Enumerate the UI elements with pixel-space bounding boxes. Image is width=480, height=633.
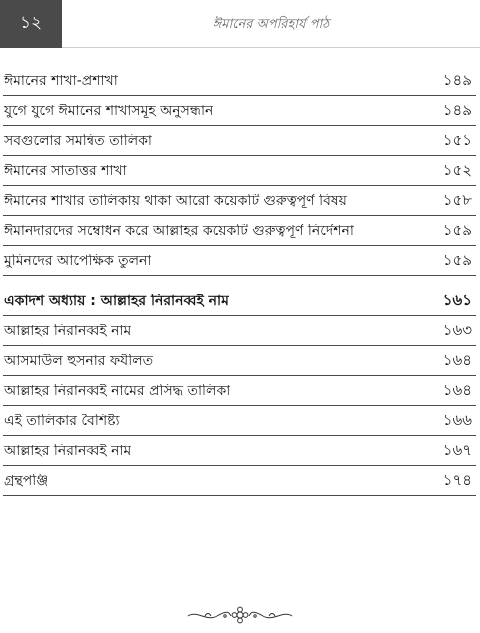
toc-entry-page: ১৪৯ [442,101,472,119]
toc-entry[interactable] [3,346,476,376]
toc-entry-title: আসমাউল হুসনার ফযীলত [4,353,154,368]
toc-entry-title: গ্রন্থপঞ্জি [4,473,49,488]
toc-entry-page: ১৫৮ [442,191,472,209]
toc-entry-page: ১৫৯ [442,251,472,269]
toc-entry[interactable] [3,126,476,156]
toc-entry-title: আল্লাহর নিরানব্বই নাম [4,323,132,338]
toc-entry[interactable] [3,406,476,436]
toc-entry-page: ১৬১ [442,291,472,309]
toc-entry-page: ১৫৯ [442,221,472,239]
toc-entry[interactable] [3,316,476,346]
toc-entry-page: ১৬৬ [442,411,472,429]
toc-entry-title: মুমিনদের আপেক্ষিক তুলনা [4,253,152,268]
toc-entry-title: ঈমানের শাখা-প্রশাখা [4,73,118,88]
toc-entry-page: ১৬৪ [442,381,472,399]
toc-entry-title: ঈমানের শাখার তালিকায় থাকা আরো কয়েকটি গুরুত্বপূর্ণ বিষয় [4,193,347,208]
toc-entry-page: ১৬৭ [442,441,472,459]
toc-entry-page: ১৫২ [442,161,472,179]
toc-entry-page: ১৫১ [442,131,472,149]
toc-entry-page: ১৬৩ [442,321,472,339]
toc-entry-title: সবগুলোর সমন্বিত তালিকা [4,133,152,148]
page-number-box [0,0,62,48]
toc-entry-title: ঈমানদারদের সম্বোধন করে আল্লাহর কয়েকটি গুরুত্বপূর্ণ নির্দেশনা [4,223,354,238]
toc-entry[interactable] [3,216,476,246]
footer-ornament-icon [0,604,480,626]
toc-entry[interactable] [3,246,476,276]
header-divider [62,47,480,48]
toc-entry-title: এই তালিকার বৈশিষ্ট্য [4,413,120,428]
toc-chapter-heading[interactable] [3,286,476,316]
toc-entry-title: আল্লাহর নিরানব্বই নামের প্রসিদ্ধ তালিকা [4,383,231,398]
toc-entry[interactable] [3,436,476,466]
toc-entry-page: ১৭৪ [442,471,472,489]
toc-entry-title: একাদশ অধ্যায় : আল্লাহর নিরানব্বই নাম [4,293,229,308]
toc-entry[interactable] [3,156,476,186]
toc-entry-title: আল্লাহর নিরানব্বই নাম [4,443,132,458]
toc-entry[interactable] [3,96,476,126]
toc-entry-page: ১৬৪ [442,351,472,369]
toc-entry[interactable] [3,66,476,96]
toc-entry-title: যুগে যুগে ঈমানের শাখাসমূহ অনুসন্ধান [4,103,214,118]
toc-entry-title: ঈমানের সাতাত্তর শাখা [4,163,127,178]
running-header-title: ঈমানের অপরিহার্য পাঠ [212,16,330,32]
toc-entry-page: ১৪৯ [442,71,472,89]
toc-entry[interactable] [3,376,476,406]
toc-entry[interactable] [3,466,476,496]
page-number: ১২ [19,13,43,33]
toc-entry[interactable] [3,186,476,216]
flourish-icon [185,604,295,626]
